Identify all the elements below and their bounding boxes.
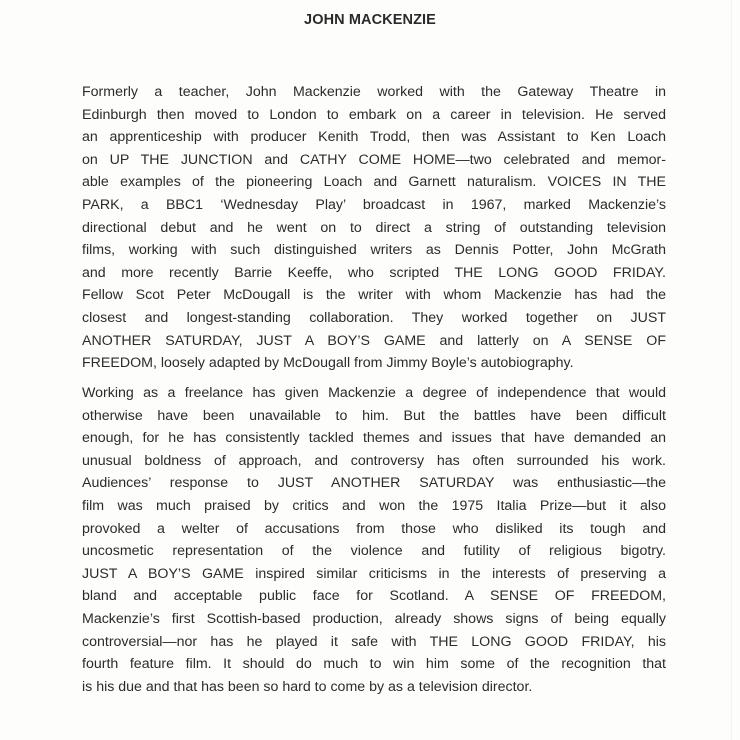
text-line: Mackenzie’s first Scottish-based production, already shows signs of being equally	[82, 610, 666, 627]
text-line: Fellow Scot Peter McDougall is the writer with whom Mackenzie has had the	[82, 287, 666, 304]
text-line: Audiences’ response to JUST ANOTHER SATURDAY was enthusiastic—the	[82, 475, 666, 492]
text-line: Formerly a teacher, John Mackenzie worked with the Gateway Theatre in	[82, 84, 666, 100]
text-line: closest and longest-standing collaboration. They worked together on JUST	[82, 309, 666, 326]
text-line: Edinburgh then moved to London to embark on a career in television. He served	[82, 106, 666, 123]
text-line: on UP THE JUNCTION and CATHY COME HOME—two celebrated and memor-	[82, 151, 666, 168]
text-line: FREEDOM, loosely adapted by McDougall from Jimmy Boyle’s autobiography.	[82, 355, 574, 372]
paragraph-career	[82, 81, 666, 375]
text-line: JUST A BOY’S GAME inspired similar criticisms in the interests of preserving a	[82, 565, 666, 582]
page-title: JOHN MACKENZIE	[304, 12, 436, 28]
scan-edge	[731, 0, 732, 740]
text-line: unusual boldness of approach, and controversy has often surrounded his work.	[82, 452, 666, 469]
text-line: ANOTHER SATURDAY, JUST A BOY’S GAME and latterly on A SENSE OF	[82, 332, 666, 349]
text-line: film was much praised by critics and won the 1975 Italia Prize—but it also	[82, 497, 666, 514]
text-line: directional debut and he went on to direct a string of outstanding television	[82, 219, 666, 236]
text-line: otherwise have been unavailable to him. But the battles have been difficult	[82, 407, 666, 424]
text-line: controversial—nor has he played it safe with THE LONG GOOD FRIDAY, his	[82, 633, 666, 650]
text-line: provoked a welter of accusations from those who disliked its tough and	[82, 520, 666, 537]
text-line: bland and acceptable public face for Scotland. A SENSE OF FREEDOM,	[82, 588, 666, 605]
text-line: fourth feature film. It should do much to win him some of the recognition that	[82, 656, 666, 673]
paragraph-freelance	[82, 382, 666, 698]
text-line: and more recently Barrie Keeffe, who scripted THE LONG GOOD FRIDAY.	[82, 264, 666, 281]
text-line: PARK, a BBC1 ‘Wednesday Play’ broadcast in 1967, marked Mackenzie’s	[82, 196, 666, 213]
text-line: enough, for he has consistently tackled themes and issues that have demanded an	[82, 430, 666, 447]
text-line: able examples of the pioneering Loach and Garnett naturalism. VOICES IN THE	[82, 174, 666, 191]
text-line: uncosmetic representation of the violence and futility of religious bigotry.	[82, 543, 666, 560]
text-line: Working as a freelance has given Mackenzie a degree of independence that would	[82, 385, 666, 401]
text-line: an apprenticeship with producer Kenith Trodd, then was Assistant to Ken Loach	[82, 129, 666, 146]
text-line: is his due and that has been so hard to come by as a television director.	[82, 678, 533, 695]
text-line: films, working with such distinguished writers as Dennis Potter, John McGrath	[82, 242, 666, 259]
